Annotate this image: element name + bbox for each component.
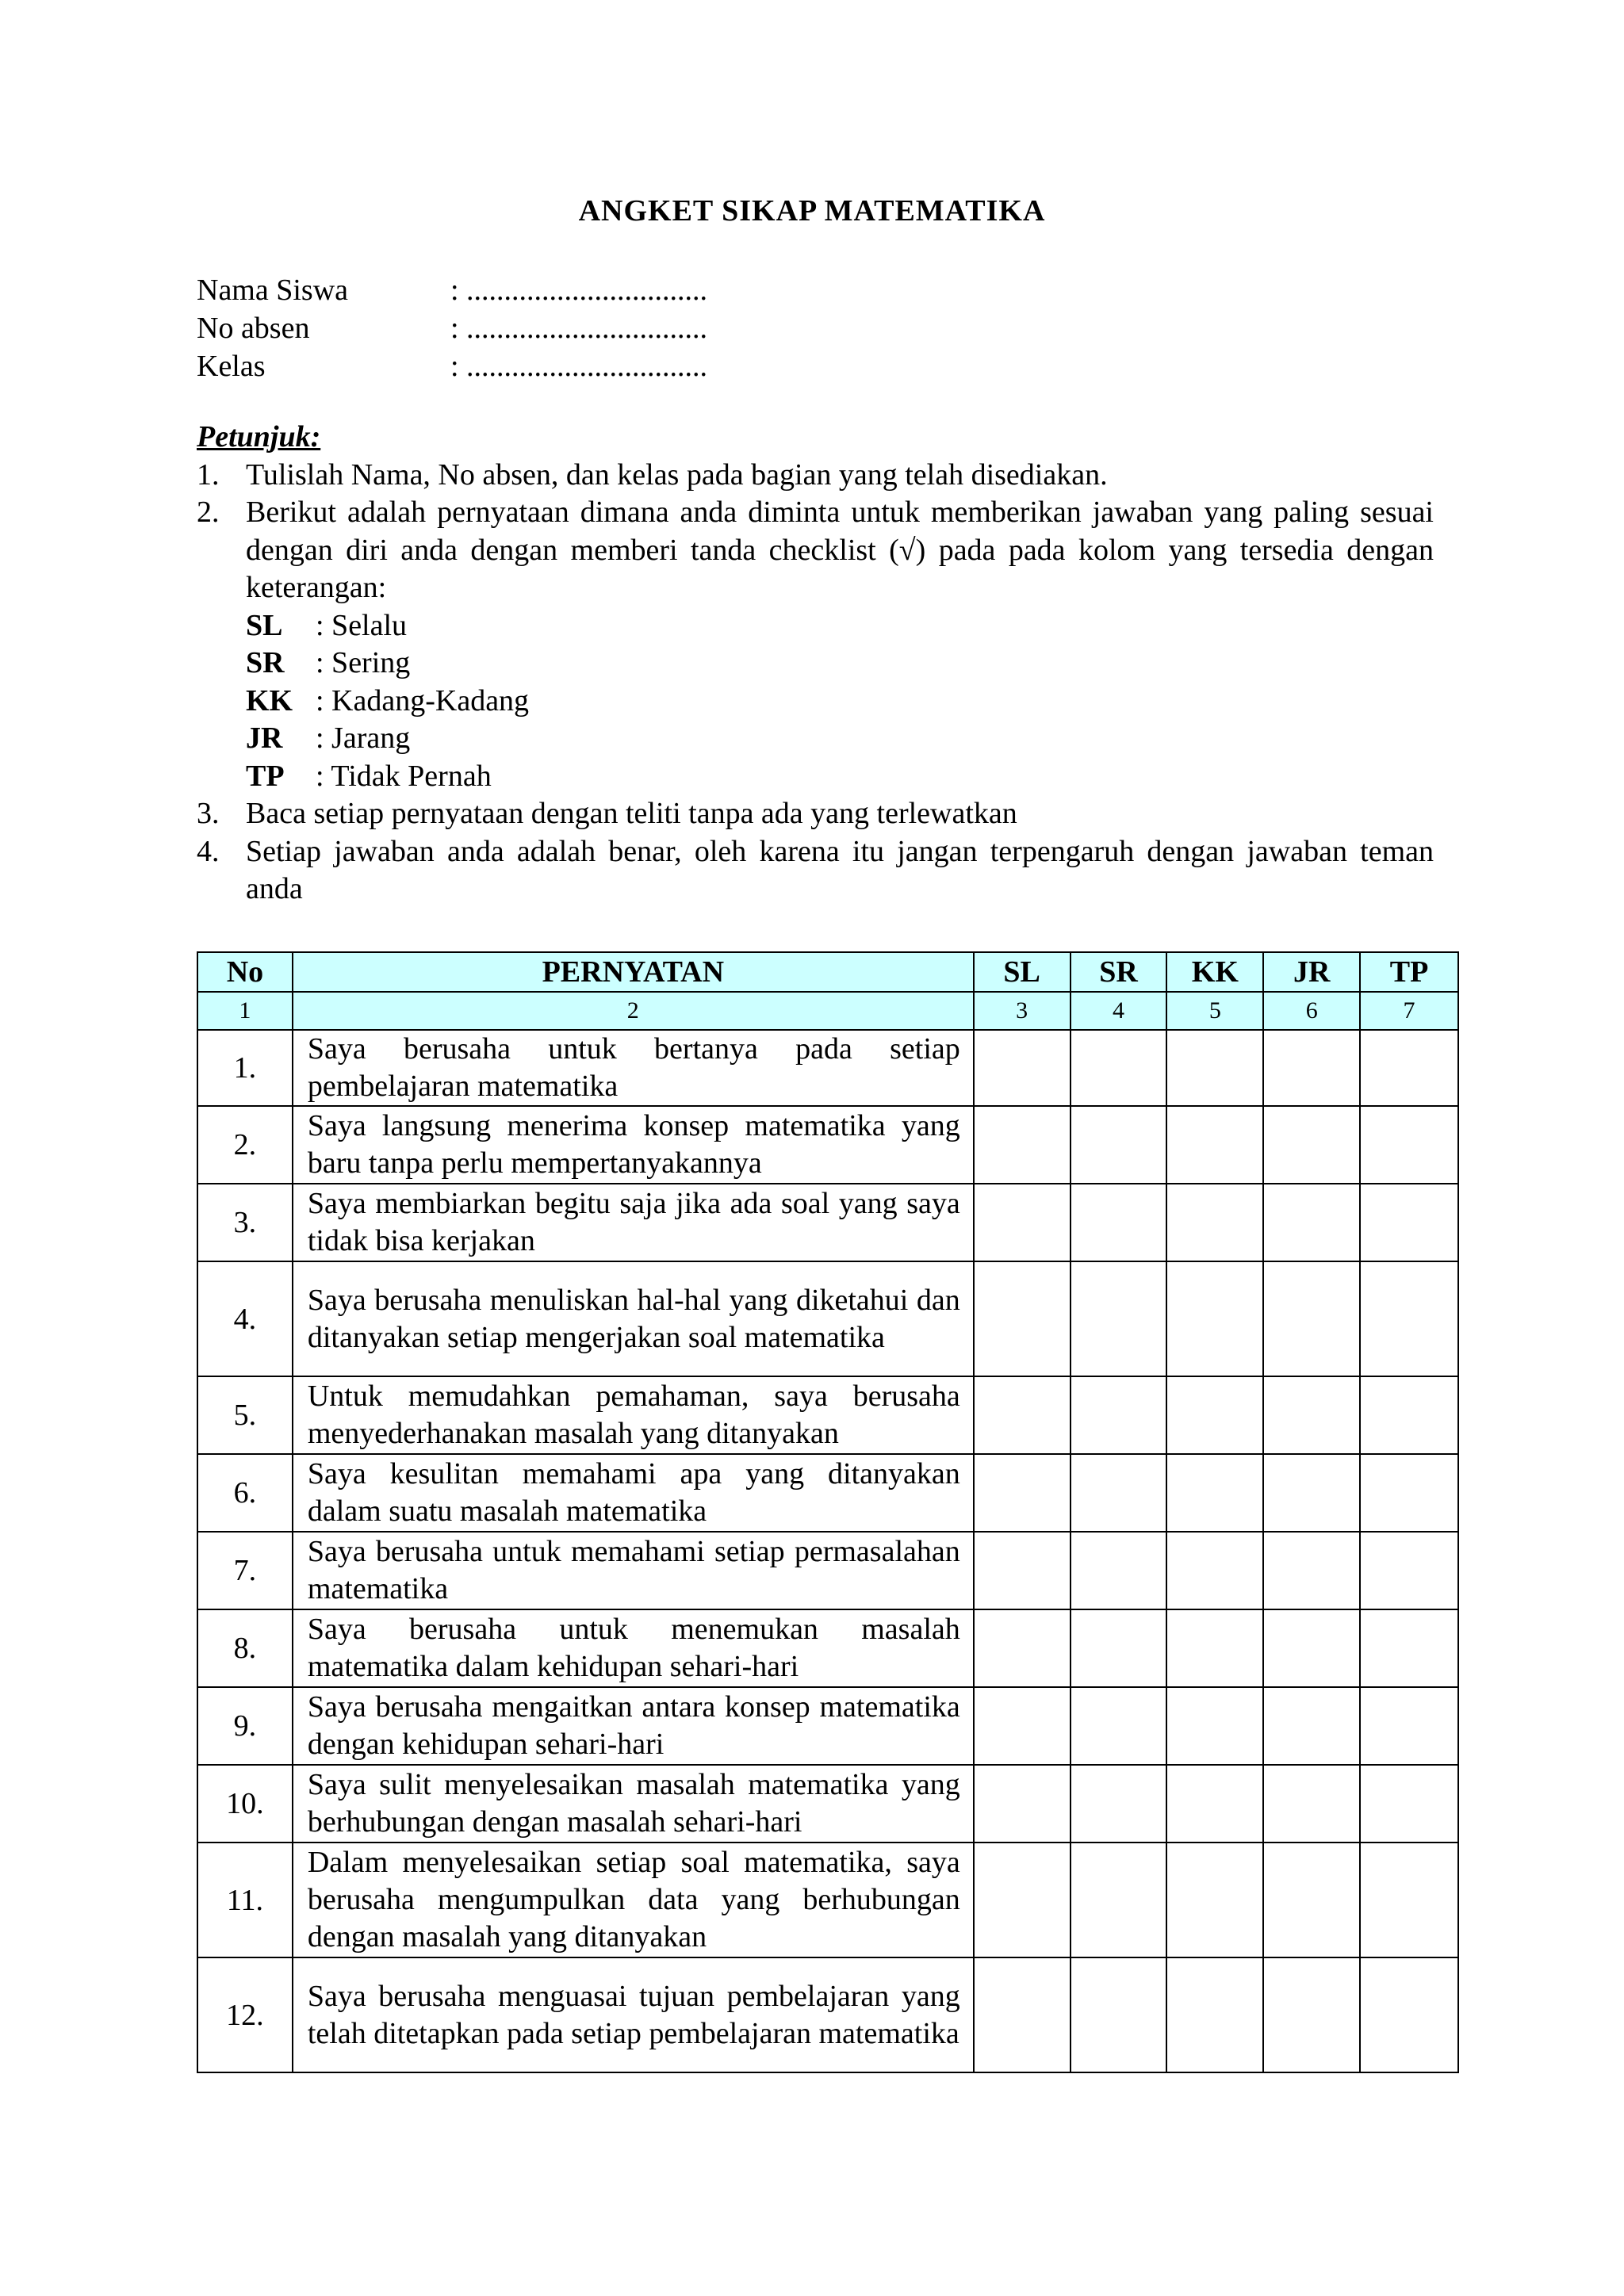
row-number: 11.: [197, 1843, 293, 1957]
answer-cell-sl[interactable]: [974, 1106, 1071, 1184]
answer-cell-jr[interactable]: [1263, 1765, 1360, 1843]
row-number: 5.: [197, 1376, 293, 1454]
row-number: 6.: [197, 1454, 293, 1532]
identity-label: No absen: [197, 312, 310, 345]
answer-cell-tp[interactable]: [1360, 1843, 1458, 1957]
answer-cell-tp[interactable]: [1360, 1765, 1458, 1843]
instruction-item: [197, 795, 1434, 833]
answer-cell-jr[interactable]: [1263, 1687, 1360, 1765]
header-sr: SR: [1071, 952, 1167, 992]
legend-code: TP: [246, 759, 285, 793]
row-number: 12.: [197, 1957, 293, 2072]
answer-cell-kk[interactable]: [1166, 1765, 1263, 1843]
instruction-text: Baca setiap pernyataan dengan teliti tanpa ada yang terlewatkan: [246, 797, 1017, 830]
answer-cell-jr[interactable]: [1263, 1532, 1360, 1609]
instruction-text: Berikut adalah pernyataan dimana anda diminta untuk memberikan jawaban yang paling sesuai dengan diri anda dengan memberi tanda checklist (√) pada pada kolom yang tersedia dengan keterangan:: [246, 496, 1434, 604]
row-statement: Saya berusaha menguasai tujuan pembelajaran yang telah ditetapkan pada setiap pembelajaran matematika: [293, 1957, 974, 2072]
page-title: ANGKET SIKAP MATEMATIKA: [578, 194, 1046, 228]
legend-code: JR: [246, 721, 283, 755]
legend-desc: : Jarang: [316, 721, 411, 755]
answer-cell-jr[interactable]: [1263, 1376, 1360, 1454]
answer-cell-sr[interactable]: [1071, 1609, 1167, 1687]
answer-cell-sr[interactable]: [1071, 1184, 1167, 1261]
table-row: [197, 1532, 1458, 1609]
table-row: [197, 1376, 1458, 1454]
answer-cell-tp[interactable]: [1360, 1957, 1458, 2072]
answer-cell-jr[interactable]: [1263, 1609, 1360, 1687]
row-statement: Dalam menyelesaikan setiap soal matematika, saya berusaha mengumpulkan data yang berhubungan dengan masalah yang ditanyakan: [293, 1843, 974, 1957]
identity-label: Nama Siswa: [197, 274, 349, 307]
row-statement: Saya berusaha menuliskan hal-hal yang diketahui dan ditanyakan setiap mengerjakan soal matematika: [293, 1261, 974, 1376]
answer-cell-sr[interactable]: [1071, 1765, 1167, 1843]
header-sl: SL: [974, 952, 1071, 992]
instruction-text: Tulislah Nama, No absen, dan kelas pada bagian yang telah disediakan.: [246, 457, 1108, 492]
legend-desc: : Sering: [316, 646, 411, 679]
legend-desc: : Tidak Pernah: [316, 759, 492, 793]
answer-cell-tp[interactable]: [1360, 1454, 1458, 1532]
answer-cell-kk[interactable]: [1166, 1532, 1263, 1609]
answer-cell-sl[interactable]: [974, 1765, 1071, 1843]
answer-cell-tp[interactable]: [1360, 1261, 1458, 1376]
answer-cell-sr[interactable]: [1071, 1532, 1167, 1609]
answer-cell-sl[interactable]: [974, 1454, 1071, 1532]
answer-cell-kk[interactable]: [1166, 1184, 1263, 1261]
column-number: 4: [1071, 992, 1167, 1030]
answer-cell-kk[interactable]: [1166, 1957, 1263, 2072]
legend-item: [197, 645, 1434, 683]
instructions: [197, 419, 1434, 909]
answer-cell-sr[interactable]: [1071, 1957, 1167, 2072]
answer-cell-sl[interactable]: [974, 1687, 1071, 1765]
instruction-number: 2.: [197, 496, 220, 529]
table-row: [197, 1106, 1458, 1184]
legend-item: [197, 758, 1434, 796]
row-number: 7.: [197, 1532, 293, 1609]
header-kk: KK: [1166, 952, 1263, 992]
answer-cell-sr[interactable]: [1071, 1030, 1167, 1106]
identity-value: : ................................: [450, 350, 708, 383]
table-row: [197, 1765, 1458, 1843]
answer-cell-sl[interactable]: [974, 1609, 1071, 1687]
answer-cell-tp[interactable]: [1360, 1184, 1458, 1261]
legend-item: [197, 683, 1434, 721]
identity-row-kelas: [197, 347, 707, 385]
row-statement: Saya berusaha untuk memahami setiap permasalahan matematika: [293, 1532, 974, 1609]
table-header-row: [197, 952, 1458, 992]
legend-code: SR: [246, 646, 285, 679]
answer-cell-jr[interactable]: [1263, 1261, 1360, 1376]
identity-label: Kelas: [197, 350, 266, 383]
answer-cell-jr[interactable]: [1263, 1843, 1360, 1957]
answer-cell-sr[interactable]: [1071, 1687, 1167, 1765]
header-no: No: [197, 952, 293, 992]
answer-cell-jr[interactable]: [1263, 1106, 1360, 1184]
instructions-heading: Petunjuk:: [197, 420, 321, 453]
legend-code: KK: [246, 683, 293, 718]
answer-cell-kk[interactable]: [1166, 1030, 1263, 1106]
row-number: 2.: [197, 1106, 293, 1184]
legend-item: [197, 720, 1434, 758]
answer-cell-sl[interactable]: [974, 1261, 1071, 1376]
column-number: 1: [197, 992, 293, 1030]
answer-cell-sl[interactable]: [974, 1376, 1071, 1454]
column-number: 5: [1166, 992, 1263, 1030]
answer-cell-sr[interactable]: [1071, 1454, 1167, 1532]
instruction-item: [197, 457, 1434, 495]
answer-cell-sr[interactable]: [1071, 1843, 1167, 1957]
answer-cell-kk[interactable]: [1166, 1261, 1263, 1376]
row-statement: Saya kesulitan memahami apa yang ditanyakan dalam suatu masalah matematika: [293, 1454, 974, 1532]
answer-cell-kk[interactable]: [1166, 1106, 1263, 1184]
answer-cell-kk[interactable]: [1166, 1687, 1263, 1765]
row-number: 8.: [197, 1609, 293, 1687]
table-row: [197, 1030, 1458, 1106]
answer-cell-sl[interactable]: [974, 1532, 1071, 1609]
answer-cell-jr[interactable]: [1263, 1454, 1360, 1532]
table-row: [197, 1687, 1458, 1765]
row-number: 9.: [197, 1687, 293, 1765]
identity-fields: [197, 271, 707, 385]
answer-cell-kk[interactable]: [1166, 1843, 1263, 1957]
row-statement: Saya berusaha untuk menemukan masalah matematika dalam kehidupan sehari-hari: [293, 1609, 974, 1687]
answer-cell-kk[interactable]: [1166, 1609, 1263, 1687]
instruction-item: [197, 494, 1434, 607]
answer-cell-sl[interactable]: [974, 1030, 1071, 1106]
row-number: 1.: [197, 1030, 293, 1106]
answer-cell-jr[interactable]: [1263, 1184, 1360, 1261]
header-jr: JR: [1263, 952, 1360, 992]
questionnaire-table: [197, 951, 1459, 2073]
row-statement: Saya berusaha untuk bertanya pada setiap pembelajaran matematika: [293, 1030, 974, 1106]
column-number: 3: [974, 992, 1071, 1030]
row-statement: Saya sulit menyelesaikan masalah matematika yang berhubungan dengan masalah sehari-hari: [293, 1765, 974, 1843]
identity-value: : ................................: [450, 312, 708, 345]
answer-cell-kk[interactable]: [1166, 1454, 1263, 1532]
row-statement: Saya berusaha mengaitkan antara konsep matematika dengan kehidupan sehari-hari: [293, 1687, 974, 1765]
identity-row-name: [197, 271, 707, 309]
answer-cell-tp[interactable]: [1360, 1532, 1458, 1609]
identity-value: : ................................: [450, 274, 708, 307]
answer-cell-sr[interactable]: [1071, 1261, 1167, 1376]
instruction-number: 1.: [197, 457, 220, 492]
legend-code: SL: [246, 608, 283, 642]
table-row: [197, 1184, 1458, 1261]
column-number: 7: [1360, 992, 1458, 1030]
answer-cell-kk[interactable]: [1166, 1376, 1263, 1454]
header-tp: TP: [1360, 952, 1458, 992]
legend-item: [197, 607, 1434, 645]
table-row: [197, 1609, 1458, 1687]
instruction-number: 3.: [197, 797, 220, 830]
column-number-row: [197, 992, 1458, 1030]
answer-cell-tp[interactable]: [1360, 1030, 1458, 1106]
table-row: [197, 1261, 1458, 1376]
table-row: [197, 1957, 1458, 2072]
answer-cell-tp[interactable]: [1360, 1106, 1458, 1184]
legend-desc: : Kadang-Kadang: [316, 683, 530, 718]
column-number: 2: [293, 992, 974, 1030]
table-row: [197, 1454, 1458, 1532]
answer-cell-jr[interactable]: [1263, 1957, 1360, 2072]
answer-cell-tp[interactable]: [1360, 1609, 1458, 1687]
instruction-item: [197, 833, 1434, 909]
row-number: 10.: [197, 1765, 293, 1843]
row-number: 3.: [197, 1184, 293, 1261]
row-statement: Untuk memudahkan pemahaman, saya berusaha menyederhanakan masalah yang ditanyakan: [293, 1376, 974, 1454]
row-statement: Saya membiarkan begitu saja jika ada soal yang saya tidak bisa kerjakan: [293, 1184, 974, 1261]
row-number: 4.: [197, 1261, 293, 1376]
header-statement: PERNYATAN: [293, 952, 974, 992]
answer-cell-jr[interactable]: [1263, 1030, 1360, 1106]
instruction-number: 4.: [197, 834, 220, 868]
identity-row-absen: [197, 309, 707, 347]
instruction-text: Setiap jawaban anda adalah benar, oleh karena itu jangan terpengaruh dengan jawaban teman anda: [246, 834, 1434, 905]
answer-cell-sl[interactable]: [974, 1184, 1071, 1261]
answer-cell-sr[interactable]: [1071, 1106, 1167, 1184]
legend-desc: : Selalu: [316, 608, 408, 642]
table-row: [197, 1843, 1458, 1957]
answer-cell-sl[interactable]: [974, 1843, 1071, 1957]
table-body: [197, 1030, 1458, 2072]
column-number: 6: [1263, 992, 1360, 1030]
answer-cell-sr[interactable]: [1071, 1376, 1167, 1454]
row-statement: Saya langsung menerima konsep matematika yang baru tanpa perlu mempertanyakannya: [293, 1106, 974, 1184]
answer-cell-tp[interactable]: [1360, 1687, 1458, 1765]
answer-cell-tp[interactable]: [1360, 1376, 1458, 1454]
answer-cell-sl[interactable]: [974, 1957, 1071, 2072]
